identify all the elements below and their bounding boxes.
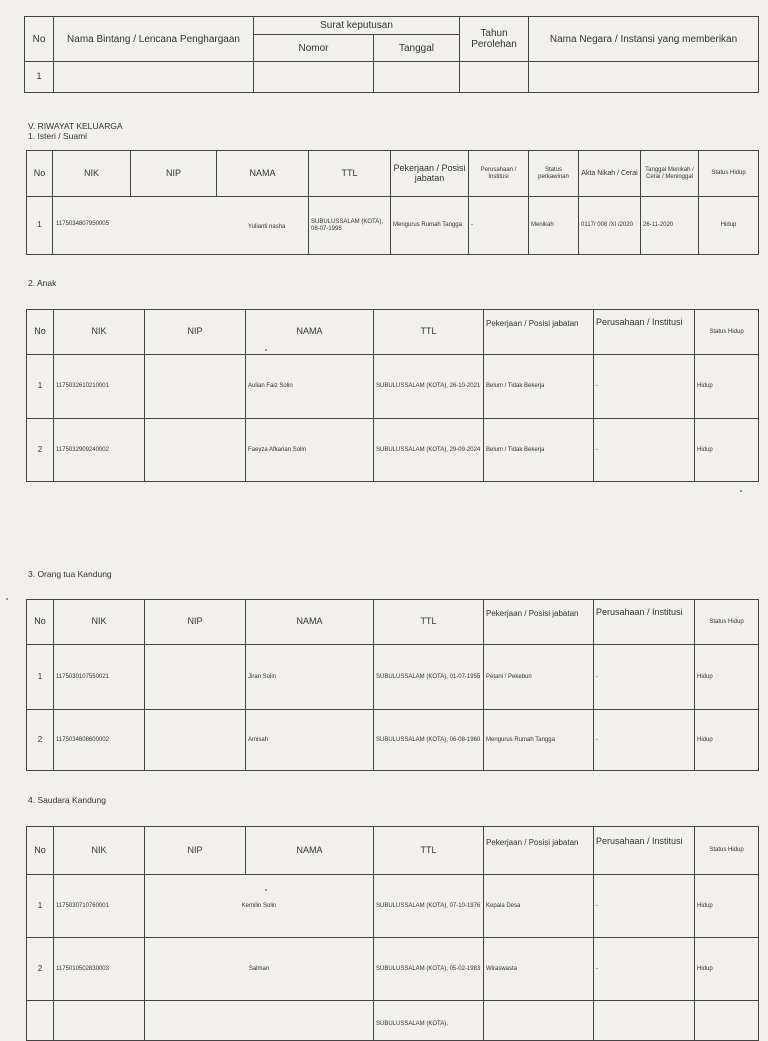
header-ttl: TTL: [374, 827, 484, 875]
cell-ttl: SUBULUSSALAM (KOTA), 07-10-1976: [374, 875, 484, 938]
cell-nip: [145, 710, 246, 771]
header-perusahaan: Perusahaan / Institusi: [594, 310, 695, 355]
cell-status-hidup: Hidup: [699, 197, 759, 255]
header-perusahaan: Perusahaan / Institusi: [594, 600, 695, 645]
cell-no: 2: [27, 938, 54, 1001]
header-nik: NIK: [54, 827, 145, 875]
table-row: [27, 1001, 759, 1041]
header-pekerjaan: Pekerjaan / Posisi jabatan: [484, 827, 594, 875]
cell-nik: 1175032610210001: [54, 355, 145, 419]
header-surat-keputusan: Surat keputusan: [254, 17, 460, 35]
cell-perusahaan: -: [594, 355, 695, 419]
orang-tua-table: [26, 599, 759, 771]
table-row: [25, 62, 759, 93]
cell-nama: [145, 1001, 374, 1041]
cell-status: Hidup: [695, 645, 759, 710]
header-nama: NAMA: [217, 151, 309, 197]
cell-status-perkawinan: Menikah: [529, 197, 579, 255]
cell-no: 1: [27, 197, 53, 255]
cell-pekerjaan: Mengurus Rumah Tangga: [484, 710, 594, 771]
header-perusahaan: Perusahaan / Institusi: [594, 827, 695, 875]
anak-table: [26, 309, 759, 482]
header-nip: NIP: [131, 151, 217, 197]
cell-nik-nama: [53, 197, 309, 255]
cell-nama: Faeyza Afkarian Solin: [246, 419, 374, 482]
spouse-table: [26, 150, 759, 255]
cell-no: 1: [27, 875, 54, 938]
cell-nama: Salman: [145, 938, 374, 1001]
header-pekerjaan: Pekerjaan / Posisi jabatan: [484, 600, 594, 645]
cell-perusahaan: -: [594, 938, 695, 1001]
cell-nik: 1175030107550021: [54, 645, 145, 710]
cell-nik: 1175034807950005: [56, 221, 109, 227]
cell-akta: 0117/ 008 /XI /2020: [579, 197, 641, 255]
header-ttl: TTL: [374, 310, 484, 355]
cell-tahun: [460, 62, 529, 93]
cell-pekerjaan: Kepala Desa: [484, 875, 594, 938]
header-nik: NIK: [54, 310, 145, 355]
cell-perusahaan: [594, 1001, 695, 1041]
cell-nama: Aulian Faiz Solin: [246, 355, 374, 419]
cell-perusahaan: -: [594, 645, 695, 710]
header-no: No: [27, 151, 53, 197]
cell-status: Hidup: [695, 938, 759, 1001]
cell-pekerjaan: Belum / Tidak Bekerja: [484, 419, 594, 482]
cell-nama: Jiran Solin: [246, 645, 374, 710]
section-orang-tua-title: 3. Orang tua Kandung: [28, 569, 112, 579]
header-nama: NAMA: [246, 310, 374, 355]
cell-nik: 1175010502830003: [54, 938, 145, 1001]
section-title: V. RIWAYAT KELUARGA: [28, 121, 123, 131]
cell-ttl: SUBULUSSALAM (KOTA), 06-08-1960: [374, 710, 484, 771]
table-row: [27, 710, 759, 771]
header-negara: Nama Negara / Instansi yang memberikan: [529, 17, 759, 62]
cell-nama: [54, 62, 254, 93]
header-tanggal: Tanggal Menikah / Cerai / Meninggal: [641, 151, 699, 197]
cell-ttl: SUBULUSSALAM (KOTA),: [374, 1001, 484, 1041]
header-no: No: [27, 310, 54, 355]
cell-nip: [145, 645, 246, 710]
header-nip: NIP: [145, 600, 246, 645]
cell-no: 1: [27, 645, 54, 710]
section-subtitle: 1. Isteri / Suami: [28, 131, 88, 141]
cell-nomor: [254, 62, 374, 93]
header-nik: NIK: [53, 151, 131, 197]
header-nama-bintang: Nama Bintang / Lencana Penghargaan: [54, 17, 254, 62]
header-status-perkawinan: Status perkawinan: [529, 151, 579, 197]
cell-no: 1: [27, 355, 54, 419]
table-row: [27, 645, 759, 710]
cell-ttl: SUBULUSSALAM (KOTA), 08-07-1998: [309, 197, 391, 255]
cell-pekerjaan: Mengurus Rumah Tangga: [391, 197, 469, 255]
cell-pekerjaan: Wiraswasta: [484, 938, 594, 1001]
cell-no: 2: [27, 710, 54, 771]
header-tahun: Tahun Perolehan: [460, 17, 529, 62]
header-ttl: TTL: [374, 600, 484, 645]
header-nama: NAMA: [246, 600, 374, 645]
cell-no: 2: [27, 419, 54, 482]
cell-nip: [145, 419, 246, 482]
cell-nik: 1175034608600002: [54, 710, 145, 771]
table-row: [27, 355, 759, 419]
cell-perusahaan: -: [594, 419, 695, 482]
cell-status: Hidup: [695, 875, 759, 938]
cell-status: [695, 1001, 759, 1041]
header-no: No: [25, 17, 54, 62]
header-no: No: [27, 827, 54, 875]
cell-nik: 1175030710760001: [54, 875, 145, 938]
cell-nama: Kemilin Solin: [145, 875, 374, 938]
header-akta: Akta Nikah / Cerai: [579, 151, 641, 197]
header-tanggal: Tanggal: [374, 35, 460, 62]
scan-speck: [6, 598, 8, 600]
header-status: Status Hidup: [695, 600, 759, 645]
cell-status: Hidup: [695, 419, 759, 482]
cell-pekerjaan: Petani / Pekebun: [484, 645, 594, 710]
header-status-hidup: Status Hidup: [699, 151, 759, 197]
cell-pekerjaan: Belum / Tidak Bekerja: [484, 355, 594, 419]
header-ttl: TTL: [309, 151, 391, 197]
cell-tanggal: 26-11-2020: [641, 197, 699, 255]
scan-speck: [265, 889, 267, 891]
cell-nip: [145, 355, 246, 419]
header-no: No: [27, 600, 54, 645]
cell-nik: 1175032909240002: [54, 419, 145, 482]
cell-nama: Amisah: [246, 710, 374, 771]
table-row: [27, 938, 759, 1001]
cell-no: [27, 1001, 54, 1041]
cell-perusahaan: -: [594, 875, 695, 938]
cell-ttl: SUBULUSSALAM (KOTA), 05-02-1983: [374, 938, 484, 1001]
scan-speck: [740, 490, 742, 492]
table-row: [27, 419, 759, 482]
header-nik: NIK: [54, 600, 145, 645]
header-pekerjaan: Pekerjaan / Posisi jabatan: [484, 310, 594, 355]
table-row: [27, 197, 759, 255]
saudara-table: [26, 826, 759, 1041]
cell-pekerjaan: [484, 1001, 594, 1041]
section-anak-title: 2. Anak: [28, 278, 57, 288]
cell-no: 1: [25, 62, 54, 93]
header-pekerjaan: Pekerjaan / Posisi jabatan: [391, 151, 469, 197]
cell-nama: Yulianti nasha: [248, 224, 286, 230]
table-row: [27, 875, 759, 938]
section-saudara-title: 4. Saudara Kandung: [28, 795, 106, 805]
cell-ttl: SUBULUSSALAM (KOTA), 01-07-1955: [374, 645, 484, 710]
header-nama: NAMA: [246, 827, 374, 875]
cell-status: Hidup: [695, 355, 759, 419]
header-nip: NIP: [145, 310, 246, 355]
cell-ttl: SUBULUSSALAM (KOTA), 29-09-2024: [374, 419, 484, 482]
cell-nik: [54, 1001, 145, 1041]
cell-ttl: SUBULUSSALAM (KOTA), 26-10-2021: [374, 355, 484, 419]
header-status: Status Hidup: [695, 310, 759, 355]
cell-perusahaan: -: [469, 197, 529, 255]
header-nomor: Nomor: [254, 35, 374, 62]
cell-tanggal: [374, 62, 460, 93]
scan-speck: [265, 349, 267, 351]
cell-status: Hidup: [695, 710, 759, 771]
award-table: [24, 16, 759, 93]
header-perusahaan: Perusahaan / Institusi: [469, 151, 529, 197]
header-nip: NIP: [145, 827, 246, 875]
cell-negara: [529, 62, 759, 93]
header-status: Status Hidup: [695, 827, 759, 875]
cell-perusahaan: -: [594, 710, 695, 771]
